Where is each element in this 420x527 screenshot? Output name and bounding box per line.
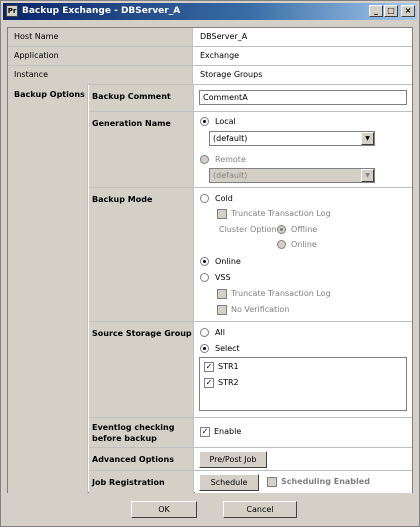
instance-value: Storage Groups (194, 66, 412, 84)
vss-truncate-checkbox[interactable] (217, 289, 227, 299)
schedule-button[interactable]: Schedule (199, 474, 259, 491)
instance-row (8, 66, 412, 85)
scheduling-enabled-label: Scheduling Enabled (281, 477, 370, 486)
eventlog-row (89, 418, 412, 448)
str2-checkbox[interactable]: ✓ (205, 378, 213, 387)
vss-radio[interactable] (200, 273, 209, 282)
host-row (8, 28, 412, 47)
job-row (89, 471, 412, 493)
comment-label: Backup Comment (89, 85, 194, 111)
maximize-button[interactable]: □ (384, 5, 398, 17)
generation-label: Generation Name (89, 112, 194, 187)
online-cluster-radio[interactable] (277, 240, 286, 249)
app-icon: Pr (7, 7, 17, 15)
truncate-log-checkbox[interactable] (217, 209, 227, 219)
cold-label: Cold (215, 194, 233, 203)
online-cluster-label: Online (291, 240, 317, 249)
source-group-row (89, 322, 412, 418)
select-label: Select (215, 344, 240, 353)
vss-truncate-label: Truncate Transaction Log (231, 289, 331, 298)
advanced-row (89, 448, 412, 471)
application-label: Application (8, 47, 193, 65)
backup-options-label: Backup Options (8, 84, 88, 494)
all-label: All (215, 328, 225, 337)
application-value: Exchange (194, 47, 412, 65)
chevron-down-icon[interactable]: ▼ (361, 132, 374, 145)
enable-eventlog-checkbox[interactable]: ✓ (201, 427, 209, 436)
backup-mode-label: Backup Mode (89, 188, 194, 321)
chevron-down-icon[interactable]: ▼ (361, 169, 374, 182)
str1-checkbox[interactable]: ✓ (205, 362, 213, 371)
eventlog-label: Eventlog checking before backup (89, 418, 194, 447)
select-radio[interactable] (200, 344, 209, 353)
pre-post-job-button[interactable]: Pre/Post Job (199, 451, 267, 468)
truncate-log-label: Truncate Transaction Log (231, 209, 331, 218)
source-group-label: Source Storage Group (89, 322, 194, 417)
online-label: Online (215, 257, 241, 266)
str2-label: STR2 (218, 378, 239, 387)
job-label: Job Registration (89, 471, 194, 493)
ok-button[interactable]: OK (131, 501, 197, 518)
local-generation-select[interactable] (209, 131, 375, 146)
local-label: Local (215, 117, 236, 126)
remote-generation-value: (default) (213, 171, 248, 180)
remote-generation-select[interactable] (209, 168, 375, 183)
local-radio[interactable] (200, 117, 209, 126)
remote-radio[interactable] (200, 155, 209, 164)
minimize-button[interactable]: _ (369, 5, 383, 17)
advanced-label: Advanced Options (89, 448, 194, 470)
comment-row (89, 85, 412, 112)
instance-label: Instance (8, 66, 193, 84)
all-radio[interactable] (200, 328, 209, 337)
close-button[interactable]: × (401, 5, 415, 17)
str1-label: STR1 (218, 362, 239, 371)
scheduling-enabled-checkbox[interactable] (267, 477, 277, 487)
backup-mode-row (89, 188, 412, 322)
cancel-button[interactable]: Cancel (223, 501, 297, 518)
generation-row (89, 112, 412, 188)
local-generation-value: (default) (213, 134, 248, 143)
offline-label: Offline (291, 225, 318, 234)
cold-radio[interactable] (200, 194, 209, 203)
host-value: DBServer_A (194, 28, 412, 46)
cluster-option-label: Cluster Option (219, 225, 277, 234)
title-bar[interactable] (3, 3, 417, 20)
window-title: Backup Exchange - DBServer_A (22, 6, 181, 16)
options-panel (7, 27, 413, 493)
vss-label: VSS (215, 273, 231, 282)
no-verification-checkbox[interactable] (217, 305, 227, 315)
host-label: Host Name (8, 28, 193, 46)
offline-radio[interactable] (277, 225, 286, 234)
enable-eventlog-label: Enable (214, 427, 242, 436)
comment-input[interactable]: CommentA (199, 90, 407, 105)
online-radio[interactable] (200, 257, 209, 266)
no-verification-label: No Verification (231, 305, 290, 314)
remote-label: Remote (215, 155, 246, 164)
storage-group-list[interactable] (199, 357, 407, 411)
application-row (8, 47, 412, 66)
